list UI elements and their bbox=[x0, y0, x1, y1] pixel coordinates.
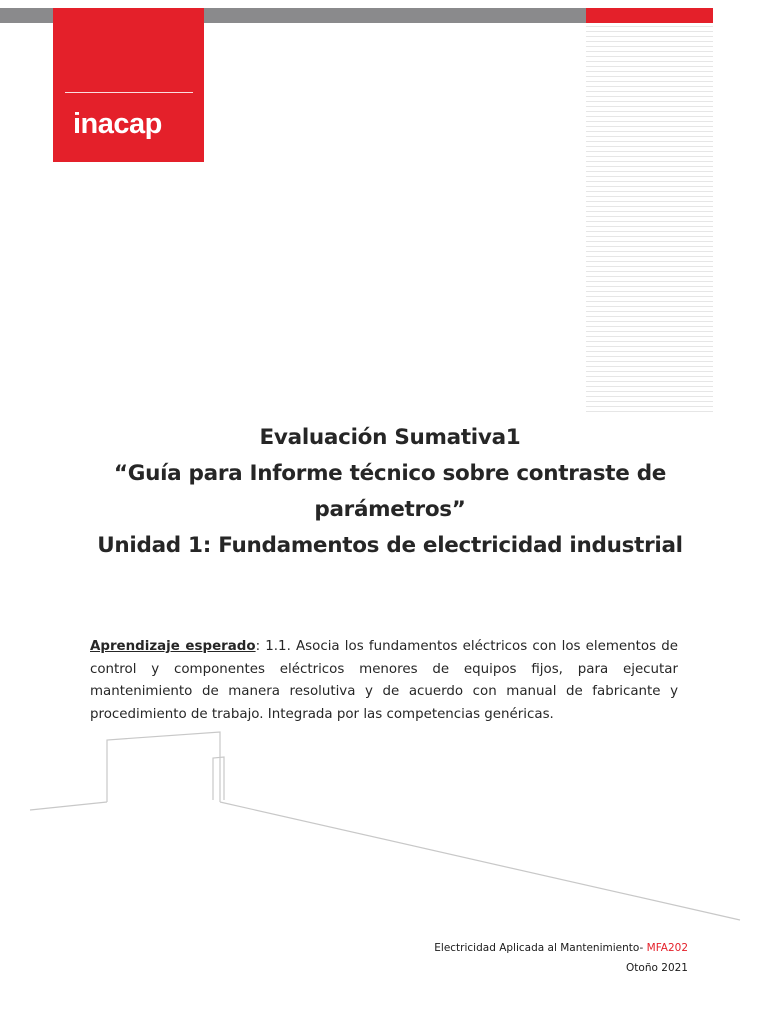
learning-outcome bbox=[90, 636, 678, 726]
logo-divider bbox=[65, 92, 193, 93]
title-line-4: Unidad 1: Fundamentos de electricidad industrial bbox=[97, 533, 683, 558]
brand-logo: inacap bbox=[73, 108, 162, 140]
room-line-illustration bbox=[0, 720, 768, 940]
room-wall-left bbox=[107, 732, 220, 802]
room-floor-left bbox=[30, 802, 107, 810]
top-bar-right bbox=[586, 8, 713, 23]
footer-course-code: MFA202 bbox=[646, 942, 688, 954]
room-floor-right bbox=[220, 802, 740, 920]
top-bar-middle bbox=[204, 8, 586, 23]
document-title bbox=[90, 420, 690, 564]
footer-course: Electricidad Aplicada al Mantenimiento- bbox=[434, 942, 647, 954]
title-line-3: parámetros” bbox=[314, 497, 466, 522]
footer-term: Otoño 2021 bbox=[626, 962, 688, 974]
room-door bbox=[213, 757, 224, 800]
learning-label: Aprendizaje esperado bbox=[90, 639, 256, 654]
footer-course-line bbox=[434, 938, 688, 958]
learning-text: 1.1. Asocia los fundamentos eléctricos con los elementos de control y componentes eléctricos menores de equipos fijos, para ejecutar mantenimiento de manera resolutiva y de acuerdo con manual de fabricante y procedimiento de trabajo. Integrada por las competencias genéricas. bbox=[90, 639, 678, 722]
learning-separator: : bbox=[255, 639, 261, 654]
decorative-stripes bbox=[586, 26, 713, 414]
brand-logo-block bbox=[53, 8, 204, 162]
title-line-1: Evaluación Sumativa1 bbox=[259, 425, 521, 450]
title-line-2: “Guía para Informe técnico sobre contraste de bbox=[113, 461, 667, 486]
top-bar-left bbox=[0, 8, 53, 23]
page-footer bbox=[434, 938, 688, 978]
